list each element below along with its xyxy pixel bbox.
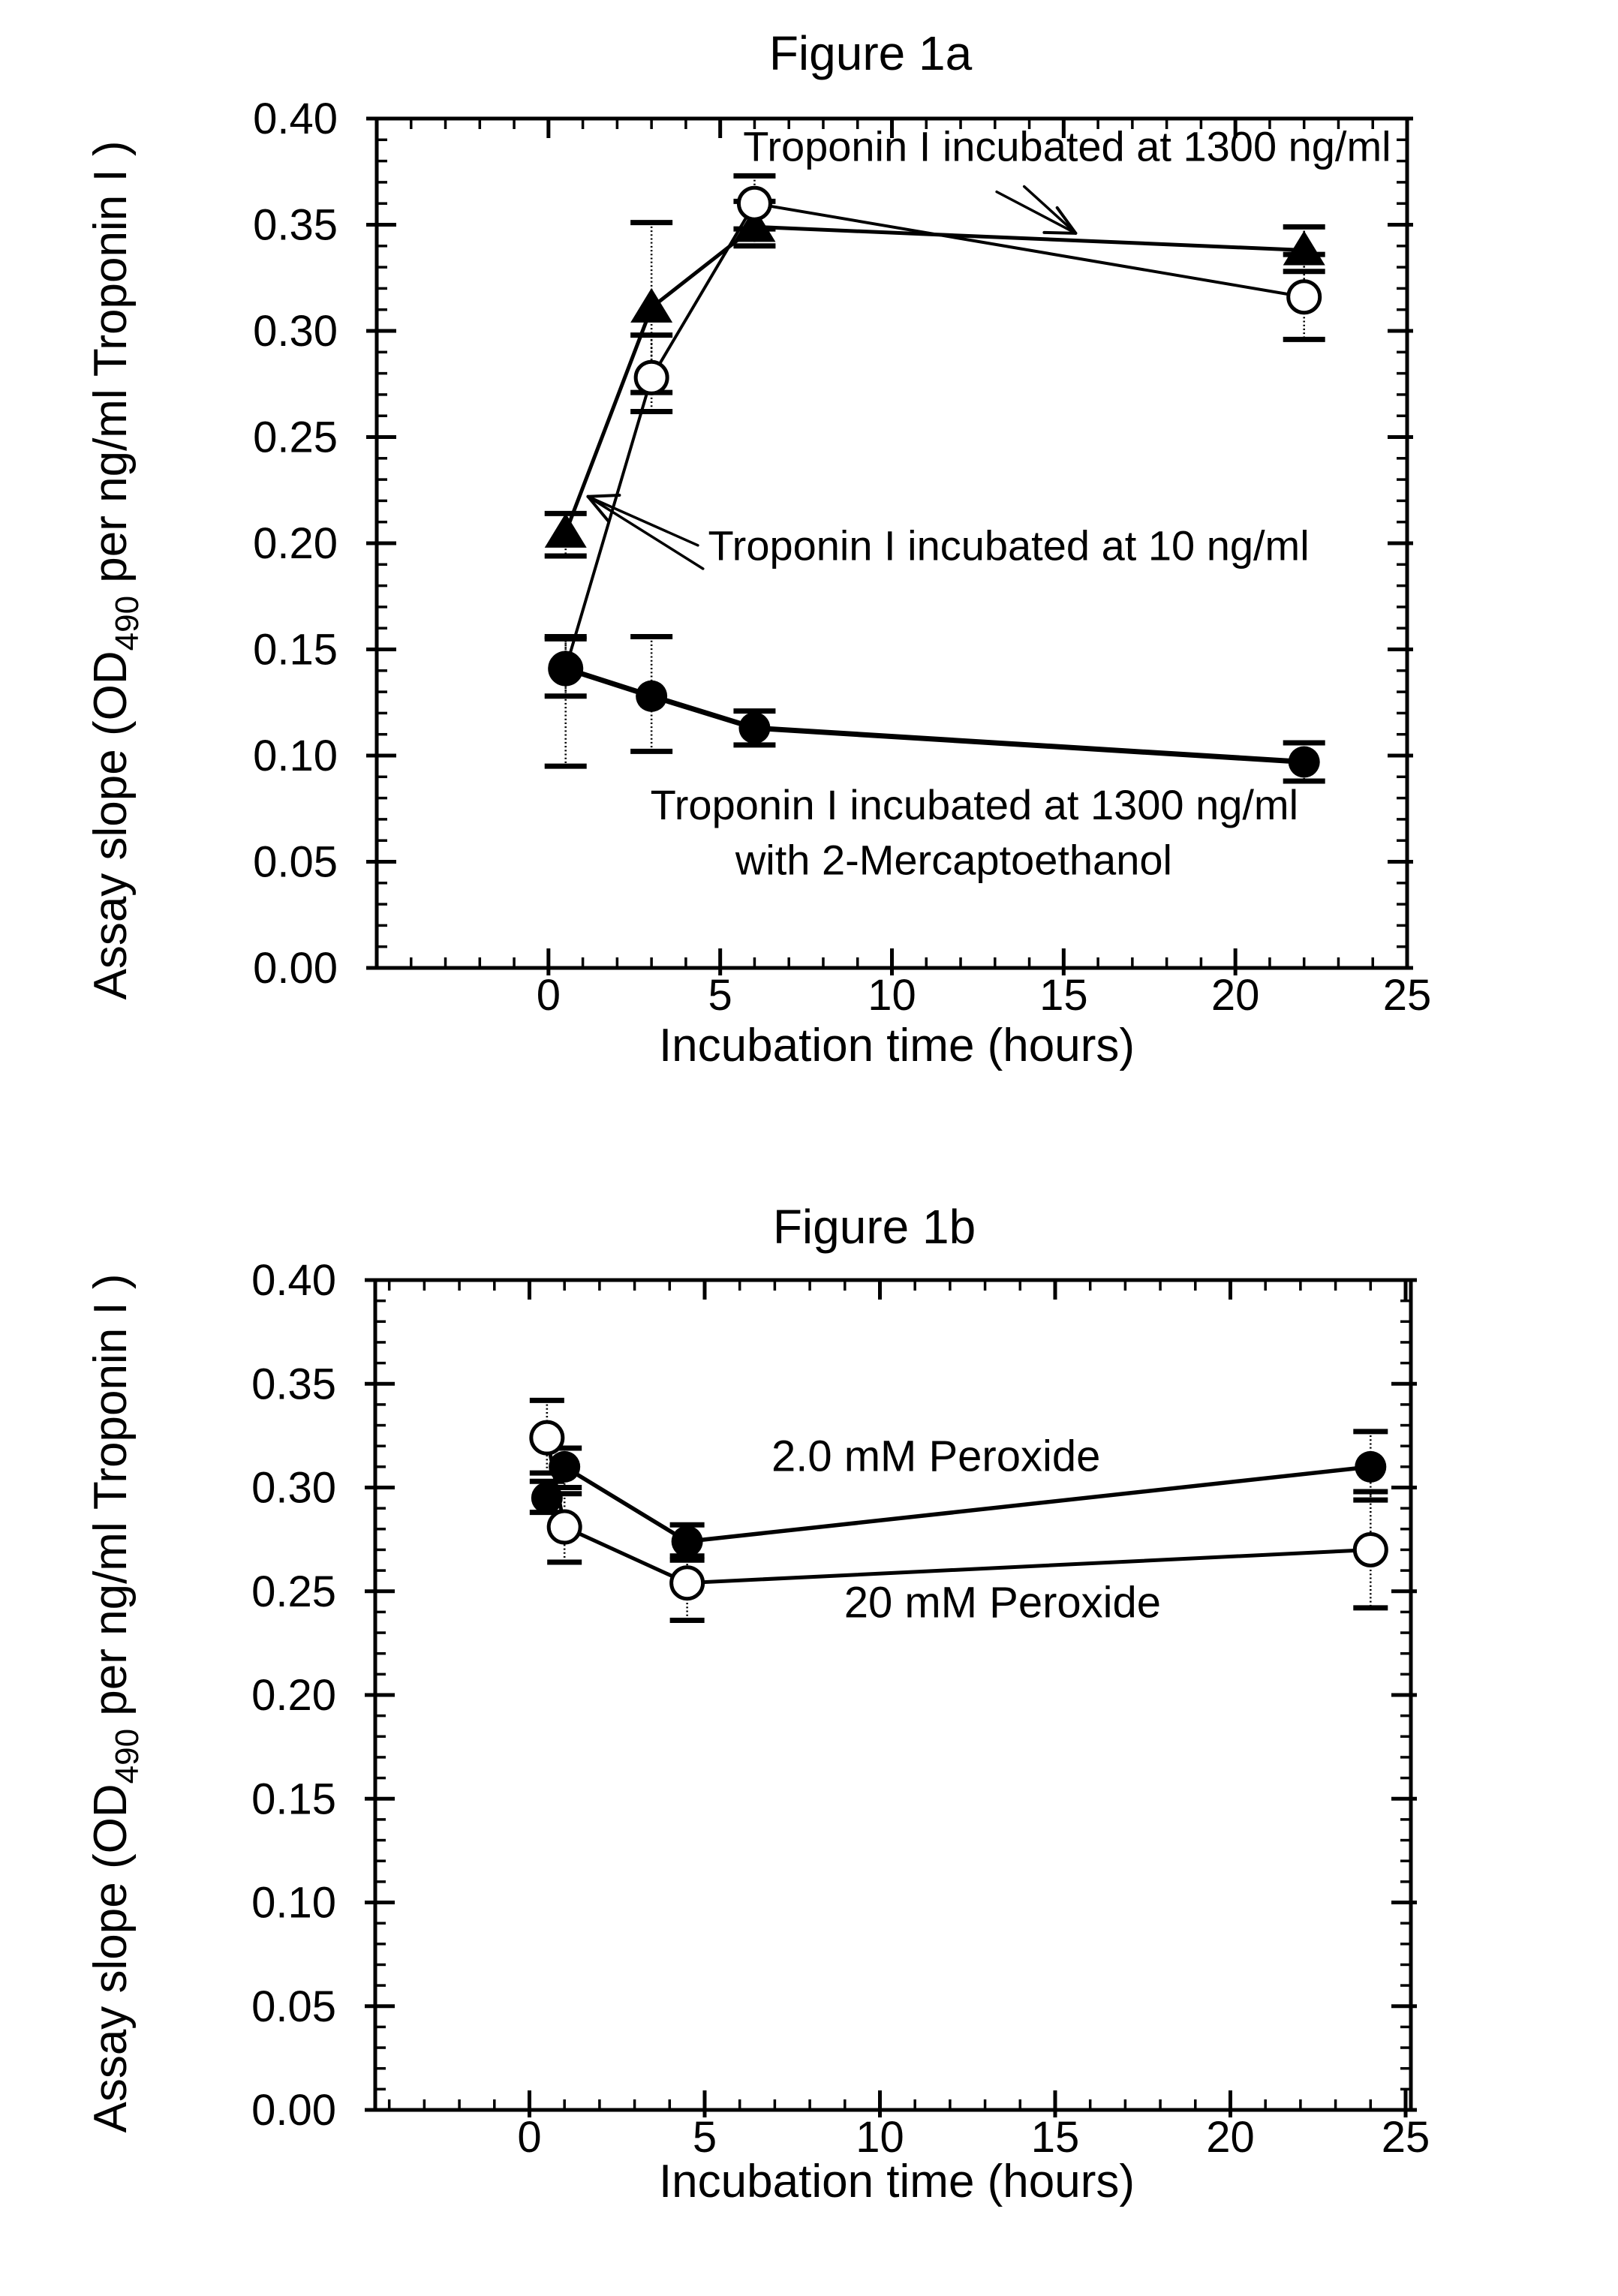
x-tick-label: 15	[1039, 971, 1088, 1020]
annotation-arrowhead	[588, 495, 619, 497]
x-tick-label: 5	[708, 971, 732, 1020]
y-tick-label: 0.20	[251, 1671, 336, 1720]
y-tick-label: 0.05	[251, 1982, 336, 2031]
x-tick-label: 25	[1381, 2113, 1430, 2162]
y-tick-label: 0.15	[253, 625, 338, 675]
circle-open-marker	[1355, 1534, 1386, 1565]
y-tick-label: 0.25	[253, 413, 338, 462]
triangle-filled-marker	[630, 288, 672, 323]
y-tick-label: 0.40	[253, 95, 338, 143]
annotation-text: Troponin I incubated at 10 ng/ml	[708, 521, 1310, 569]
y-tick-label: 0.30	[251, 1463, 336, 1513]
chart-figure-1a	[85, 95, 1431, 1020]
y-tick-label: 0.10	[253, 732, 338, 780]
y-tick-label: 0.15	[251, 1775, 336, 1824]
y-tick-label: 0.35	[251, 1360, 336, 1409]
figure-1a-x-axis-label: Incubation time (hours)	[658, 1020, 1135, 1071]
x-tick-label: 25	[1382, 971, 1432, 1020]
circle-open-marker	[1289, 281, 1320, 313]
annotation-text: Troponin I incubated at 1300 ng/ml	[743, 122, 1391, 170]
x-tick-label: 0	[517, 2113, 542, 2162]
x-tick-label: 0	[536, 971, 561, 1020]
x-tick-label: 20	[1206, 2113, 1255, 2162]
x-tick-label: 20	[1210, 971, 1260, 1020]
circle-filled-marker	[1355, 1451, 1386, 1483]
circle-open-marker	[531, 1422, 563, 1453]
y-tick-label: 0.40	[251, 1256, 336, 1305]
circle-filled-marker	[672, 1525, 703, 1557]
y-tick-label: 0.30	[253, 307, 338, 356]
circle-filled-marker	[1289, 746, 1320, 777]
annotation-text: with 2-Mercaptoethanol	[735, 836, 1172, 884]
y-tick-label: 0.25	[251, 1567, 336, 1616]
x-tick-label: 10	[868, 971, 916, 1020]
series-line	[566, 203, 1304, 669]
circle-open-marker	[549, 1511, 580, 1543]
circle-open-marker	[672, 1567, 703, 1599]
chart-figure-1b	[85, 1256, 1430, 2162]
circle-filled-marker	[550, 653, 582, 684]
circle-open-marker	[738, 188, 770, 219]
x-tick-label: 5	[692, 2113, 717, 2162]
annotation-text: 2.0 mM Peroxide	[771, 1432, 1101, 1481]
circle-open-marker	[636, 362, 667, 393]
triangle-filled-marker	[545, 513, 587, 548]
x-tick-label: 10	[856, 2113, 904, 2162]
figure-1b-x-axis-label: Incubation time (hours)	[658, 2156, 1135, 2207]
y-axis-label: Assay slope ($OD_{490}$ per ng/ml Troponin I )	[85, 1273, 146, 2133]
circle-filled-marker	[738, 712, 770, 744]
y-tick-label: 0.00	[253, 944, 338, 993]
plot-frame	[375, 1280, 1411, 2110]
y-axis-label: Assay slope ($OD_{490}$ per ng/ml Troponin I )	[85, 140, 146, 1000]
figure-1b-title: Figure 1b	[772, 1200, 976, 1254]
x-tick-label: 15	[1030, 2113, 1080, 2162]
figure-1a-title: Figure 1a	[768, 26, 973, 80]
y-tick-label: 0.00	[251, 2086, 336, 2135]
y-tick-label: 0.20	[253, 519, 338, 568]
y-tick-label: 0.05	[253, 837, 338, 887]
circle-filled-marker	[636, 681, 667, 712]
y-tick-label: 0.10	[251, 1878, 336, 1928]
series-line	[566, 227, 1304, 533]
annotation-text: Troponin I incubated at 1300 ng/ml	[650, 780, 1299, 828]
series-line	[566, 669, 1304, 762]
annotation-text: 20 mM Peroxide	[844, 1578, 1162, 1627]
y-tick-label: 0.35	[253, 200, 338, 250]
